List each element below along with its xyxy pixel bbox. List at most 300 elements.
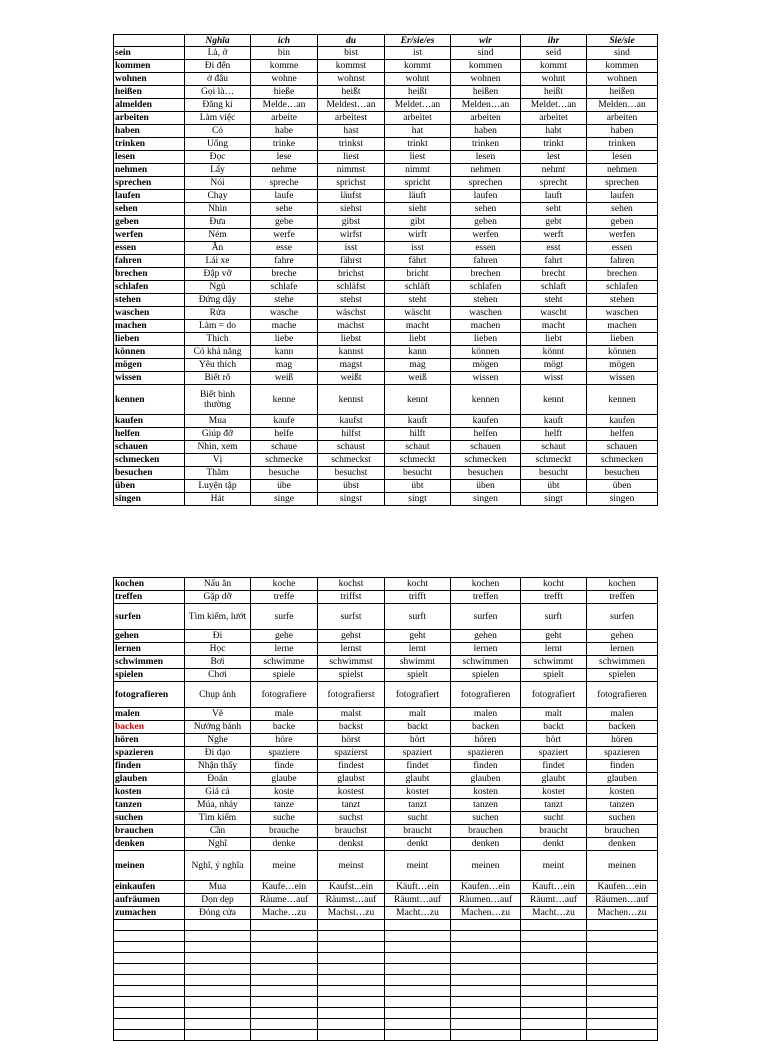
cell-verb: brauchen — [114, 825, 185, 838]
cell-er-sie-es: schaut — [385, 441, 451, 454]
empty-cell — [251, 942, 318, 953]
cell-er-sie-es: wäscht — [385, 307, 451, 320]
cell-meaning: Gọi là… — [185, 86, 251, 99]
empty-cell — [114, 1030, 185, 1041]
cell-ihr: sucht — [521, 812, 587, 825]
empty-cell — [451, 953, 521, 964]
cell-ihr: liebt — [521, 333, 587, 346]
empty-cell — [114, 953, 185, 964]
cell-verb: schwimmen — [114, 656, 185, 669]
cell-du: bist — [318, 47, 385, 60]
empty-cell — [451, 1008, 521, 1019]
empty-cell — [114, 1008, 185, 1019]
cell-wir: kochen — [451, 578, 521, 591]
cell-verb: singen — [114, 493, 185, 506]
cell-ich: bin — [251, 47, 318, 60]
empty-cell — [251, 931, 318, 942]
cell-ihr: gebt — [521, 216, 587, 229]
cell-du: Kaufst...ein — [318, 881, 385, 894]
table-row — [114, 359, 658, 372]
cell-sie: glauben — [587, 773, 658, 786]
empty-cell — [521, 931, 587, 942]
table-row — [114, 825, 658, 838]
cell-er-sie-es: kostet — [385, 786, 451, 799]
cell-meaning: Đi — [185, 630, 251, 643]
cell-ihr: Macht…zu — [521, 907, 587, 920]
cell-er-sie-es: kennt — [385, 385, 451, 415]
cell-ihr: kennt — [521, 385, 587, 415]
cell-wir: helfen — [451, 428, 521, 441]
table-row — [114, 229, 658, 242]
cell-verb: spielen — [114, 669, 185, 682]
empty-cell — [251, 997, 318, 1008]
cell-sie: wissen — [587, 372, 658, 385]
cell-er-sie-es: fährt — [385, 255, 451, 268]
cell-sie: finden — [587, 760, 658, 773]
cell-meaning: Mua — [185, 415, 251, 428]
empty-cell — [185, 1030, 251, 1041]
cell-wir: schlafen — [451, 281, 521, 294]
cell-wir: arbeiten — [451, 112, 521, 125]
cell-du: schaust — [318, 441, 385, 454]
empty-cell — [385, 953, 451, 964]
empty-cell — [251, 964, 318, 975]
cell-du: besuchst — [318, 467, 385, 480]
cell-wir: Kaufen…ein — [451, 881, 521, 894]
cell-du: kennst — [318, 385, 385, 415]
cell-verb: stehen — [114, 294, 185, 307]
cell-du: backst — [318, 721, 385, 734]
table-row — [114, 60, 658, 73]
cell-du: liest — [318, 151, 385, 164]
cell-wir: brechen — [451, 268, 521, 281]
cell-wir: werfen — [451, 229, 521, 242]
cell-verb: denken — [114, 838, 185, 851]
cell-ich: schwimme — [251, 656, 318, 669]
table-row — [114, 73, 658, 86]
empty-cell — [251, 986, 318, 997]
table-row — [114, 428, 658, 441]
cell-meaning: Thích — [185, 333, 251, 346]
cell-ich: finde — [251, 760, 318, 773]
empty-cell — [587, 920, 658, 931]
cell-ich: helfe — [251, 428, 318, 441]
cell-verb: hören — [114, 734, 185, 747]
cell-ich: koste — [251, 786, 318, 799]
table-row — [114, 881, 658, 894]
empty-cell — [251, 953, 318, 964]
empty-cell — [318, 986, 385, 997]
cell-er-sie-es: isst — [385, 242, 451, 255]
table-row — [114, 294, 658, 307]
cell-verb: waschen — [114, 307, 185, 320]
cell-meaning: Vị — [185, 454, 251, 467]
cell-sie: schauen — [587, 441, 658, 454]
empty-cell — [185, 1019, 251, 1030]
cell-wir: Machen…zu — [451, 907, 521, 920]
cell-ihr: habt — [521, 125, 587, 138]
empty-cell — [385, 931, 451, 942]
cell-ihr: schlaft — [521, 281, 587, 294]
cell-wir: sind — [451, 47, 521, 60]
cell-verb: haben — [114, 125, 185, 138]
cell-wir: backen — [451, 721, 521, 734]
empty-cell — [318, 997, 385, 1008]
cell-ich: höre — [251, 734, 318, 747]
cell-er-sie-es: schläft — [385, 281, 451, 294]
header-verb — [114, 35, 185, 47]
cell-ich: glaube — [251, 773, 318, 786]
cell-du: spazierst — [318, 747, 385, 760]
cell-wir: stehen — [451, 294, 521, 307]
cell-meaning: Đi dạo — [185, 747, 251, 760]
empty-cell — [318, 942, 385, 953]
cell-er-sie-es: kann — [385, 346, 451, 359]
cell-du: wäschst — [318, 307, 385, 320]
cell-meaning: Ném — [185, 229, 251, 242]
cell-meaning: Cần — [185, 825, 251, 838]
cell-ihr: nehmt — [521, 164, 587, 177]
empty-cell — [185, 931, 251, 942]
cell-ihr: steht — [521, 294, 587, 307]
table-row — [114, 578, 658, 591]
cell-ihr: schaut — [521, 441, 587, 454]
cell-du: schläfst — [318, 281, 385, 294]
cell-du: kochst — [318, 578, 385, 591]
empty-cell — [114, 1019, 185, 1030]
cell-sie: laufen — [587, 190, 658, 203]
cell-ihr: wohnt — [521, 73, 587, 86]
cell-verb: kaufen — [114, 415, 185, 428]
empty-cell — [521, 920, 587, 931]
empty-cell — [587, 997, 658, 1008]
cell-verb: fahren — [114, 255, 185, 268]
cell-ich: surfe — [251, 604, 318, 630]
table-row — [114, 415, 658, 428]
cell-meaning: Nói — [185, 177, 251, 190]
cell-wir: gehen — [451, 630, 521, 643]
cell-wir: kaufen — [451, 415, 521, 428]
empty-cell — [114, 964, 185, 975]
cell-sie: kochen — [587, 578, 658, 591]
cell-ihr: trefft — [521, 591, 587, 604]
cell-sie: suchen — [587, 812, 658, 825]
cell-ich: mache — [251, 320, 318, 333]
cell-du: surfst — [318, 604, 385, 630]
cell-ich: spreche — [251, 177, 318, 190]
cell-du: spielst — [318, 669, 385, 682]
cell-ihr: besucht — [521, 467, 587, 480]
cell-du: machst — [318, 320, 385, 333]
table-row — [114, 203, 658, 216]
table-row — [114, 177, 658, 190]
cell-meaning: Dọn dẹp — [185, 894, 251, 907]
cell-du: Machst…zu — [318, 907, 385, 920]
cell-verb: kosten — [114, 786, 185, 799]
cell-sie: Melden…an — [587, 99, 658, 112]
cell-verb: finden — [114, 760, 185, 773]
cell-sie: waschen — [587, 307, 658, 320]
cell-ihr: spielt — [521, 669, 587, 682]
empty-cell — [587, 953, 658, 964]
empty-row — [114, 997, 658, 1008]
cell-meaning: Đứng dậy — [185, 294, 251, 307]
empty-cell — [318, 953, 385, 964]
cell-ich: trinke — [251, 138, 318, 151]
cell-verb: gehen — [114, 630, 185, 643]
cell-verb: spazieren — [114, 747, 185, 760]
cell-wir: haben — [451, 125, 521, 138]
cell-er-sie-es: nimmt — [385, 164, 451, 177]
cell-er-sie-es: Käuft…ein — [385, 881, 451, 894]
table-row — [114, 493, 658, 506]
cell-sie: gehen — [587, 630, 658, 643]
empty-cell — [185, 975, 251, 986]
cell-ihr: kommt — [521, 60, 587, 73]
cell-verb: arbeiten — [114, 112, 185, 125]
table-row — [114, 786, 658, 799]
empty-cell — [521, 942, 587, 953]
cell-er-sie-es: hört — [385, 734, 451, 747]
cell-wir: Melden…an — [451, 99, 521, 112]
cell-wir: tanzen — [451, 799, 521, 812]
cell-sie: kaufen — [587, 415, 658, 428]
empty-cell — [521, 964, 587, 975]
empty-cell — [114, 920, 185, 931]
empty-cell — [185, 953, 251, 964]
cell-er-sie-es: trifft — [385, 591, 451, 604]
empty-cell — [451, 1019, 521, 1030]
cell-ihr: glaubt — [521, 773, 587, 786]
cell-er-sie-es: besucht — [385, 467, 451, 480]
empty-cell — [521, 1008, 587, 1019]
cell-er-sie-es: liest — [385, 151, 451, 164]
empty-cell — [114, 975, 185, 986]
cell-ihr: braucht — [521, 825, 587, 838]
cell-meaning: Lái xe — [185, 255, 251, 268]
cell-du: meinst — [318, 851, 385, 881]
empty-cell — [521, 997, 587, 1008]
cell-wir: können — [451, 346, 521, 359]
cell-verb: schmecken — [114, 454, 185, 467]
cell-du: schwimmst — [318, 656, 385, 669]
cell-verb: kommen — [114, 60, 185, 73]
cell-meaning: Yêu thích — [185, 359, 251, 372]
cell-er-sie-es: hat — [385, 125, 451, 138]
table-row — [114, 190, 658, 203]
empty-cell — [451, 931, 521, 942]
cell-wir: kennen — [451, 385, 521, 415]
cell-ich: Melde…an — [251, 99, 318, 112]
cell-wir: suchen — [451, 812, 521, 825]
cell-du: stehst — [318, 294, 385, 307]
empty-cell — [318, 975, 385, 986]
empty-cell — [587, 1030, 658, 1041]
cell-er-sie-es: spaziert — [385, 747, 451, 760]
cell-verb: meinen — [114, 851, 185, 881]
cell-ihr: Räumt…auf — [521, 894, 587, 907]
cell-verb: mögen — [114, 359, 185, 372]
cell-verb: lesen — [114, 151, 185, 164]
table-row — [114, 307, 658, 320]
cell-ihr: helft — [521, 428, 587, 441]
cell-wir: heißen — [451, 86, 521, 99]
cell-verb: lieben — [114, 333, 185, 346]
cell-ich: schaue — [251, 441, 318, 454]
cell-meaning: Tìm kiếm — [185, 812, 251, 825]
cell-ihr: malt — [521, 708, 587, 721]
cell-ich: denke — [251, 838, 318, 851]
cell-du: magst — [318, 359, 385, 372]
cell-verb: fotografieren — [114, 682, 185, 708]
cell-sie: sehen — [587, 203, 658, 216]
cell-wir: brauchen — [451, 825, 521, 838]
cell-meaning: Vẽ — [185, 708, 251, 721]
cell-du: heißt — [318, 86, 385, 99]
cell-ihr: schwimmt — [521, 656, 587, 669]
cell-meaning: Đọc — [185, 151, 251, 164]
cell-ihr: werft — [521, 229, 587, 242]
cell-du: fährst — [318, 255, 385, 268]
cell-du: schmeckst — [318, 454, 385, 467]
cell-wir: surfen — [451, 604, 521, 630]
empty-cell — [185, 942, 251, 953]
cell-er-sie-es: kocht — [385, 578, 451, 591]
empty-cell — [318, 1008, 385, 1019]
empty-cell — [451, 1030, 521, 1041]
cell-sie: schmecken — [587, 454, 658, 467]
table-row — [114, 112, 658, 125]
cell-sie: Kaufen…ein — [587, 881, 658, 894]
cell-meaning: Đi đến — [185, 60, 251, 73]
cell-du: triffst — [318, 591, 385, 604]
cell-er-sie-es: braucht — [385, 825, 451, 838]
cell-verb: glauben — [114, 773, 185, 786]
cell-sie: lesen — [587, 151, 658, 164]
empty-cell — [385, 986, 451, 997]
cell-du: brauchst — [318, 825, 385, 838]
cell-meaning: Uống — [185, 138, 251, 151]
cell-ich: Kaufe…ein — [251, 881, 318, 894]
cell-du: gibst — [318, 216, 385, 229]
empty-cell — [521, 953, 587, 964]
cell-verb: treffen — [114, 591, 185, 604]
cell-er-sie-es: steht — [385, 294, 451, 307]
cell-wir: besuchen — [451, 467, 521, 480]
cell-ihr: backt — [521, 721, 587, 734]
cell-sie: wohnen — [587, 73, 658, 86]
cell-sie: kosten — [587, 786, 658, 799]
empty-row — [114, 920, 658, 931]
cell-ich: breche — [251, 268, 318, 281]
empty-cell — [385, 1019, 451, 1030]
cell-meaning: Nghĩ, ý nghĩa — [185, 851, 251, 881]
cell-ich: brauche — [251, 825, 318, 838]
cell-wir: lesen — [451, 151, 521, 164]
cell-du: malst — [318, 708, 385, 721]
cell-ich: esse — [251, 242, 318, 255]
cell-meaning: Nhìn — [185, 203, 251, 216]
cell-wir: waschen — [451, 307, 521, 320]
cell-du: kostest — [318, 786, 385, 799]
cell-verb: schauen — [114, 441, 185, 454]
cell-er-sie-es: kommt — [385, 60, 451, 73]
empty-cell — [114, 931, 185, 942]
cell-meaning: Có — [185, 125, 251, 138]
cell-du: liebst — [318, 333, 385, 346]
cell-sie: surfen — [587, 604, 658, 630]
cell-meaning: Nấu ăn — [185, 578, 251, 591]
cell-verb: nehmen — [114, 164, 185, 177]
cell-wir: treffen — [451, 591, 521, 604]
cell-er-sie-es: geht — [385, 630, 451, 643]
empty-row — [114, 931, 658, 942]
cell-wir: schwimmen — [451, 656, 521, 669]
cell-sie: fahren — [587, 255, 658, 268]
cell-wir: essen — [451, 242, 521, 255]
empty-cell — [251, 1019, 318, 1030]
cell-ich: besuche — [251, 467, 318, 480]
cell-verb: essen — [114, 242, 185, 255]
cell-du: isst — [318, 242, 385, 255]
cell-ihr: seht — [521, 203, 587, 216]
cell-er-sie-es: Macht…zu — [385, 907, 451, 920]
table-row — [114, 773, 658, 786]
conjugation-table-2 — [113, 577, 658, 1041]
cell-ich: wasche — [251, 307, 318, 320]
cell-du: denkst — [318, 838, 385, 851]
cell-ihr: seid — [521, 47, 587, 60]
cell-wir: spazieren — [451, 747, 521, 760]
cell-wir: lernen — [451, 643, 521, 656]
cell-ihr: Kauft…ein — [521, 881, 587, 894]
table-2-body — [114, 578, 658, 1041]
header-sie: Sie/sie — [587, 35, 658, 47]
cell-ich: habe — [251, 125, 318, 138]
empty-cell — [587, 964, 658, 975]
cell-wir: meinen — [451, 851, 521, 881]
cell-ich: suche — [251, 812, 318, 825]
cell-ihr: wascht — [521, 307, 587, 320]
cell-du: findest — [318, 760, 385, 773]
cell-wir: machen — [451, 320, 521, 333]
table-row — [114, 630, 658, 643]
table-row — [114, 643, 658, 656]
cell-verb: wissen — [114, 372, 185, 385]
cell-verb: besuchen — [114, 467, 185, 480]
cell-du: lernst — [318, 643, 385, 656]
cell-er-sie-es: singt — [385, 493, 451, 506]
table-row — [114, 281, 658, 294]
cell-du: trinkst — [318, 138, 385, 151]
empty-cell — [251, 1030, 318, 1041]
cell-wir: malen — [451, 708, 521, 721]
cell-wir: geben — [451, 216, 521, 229]
cell-ihr: Meldet…an — [521, 99, 587, 112]
cell-ihr: kocht — [521, 578, 587, 591]
cell-verb: wohnen — [114, 73, 185, 86]
cell-ihr: schmeckt — [521, 454, 587, 467]
cell-sie: tanzen — [587, 799, 658, 812]
cell-ich: backe — [251, 721, 318, 734]
cell-verb: einkaufen — [114, 881, 185, 894]
cell-er-sie-es: schmeckt — [385, 454, 451, 467]
table-row — [114, 164, 658, 177]
cell-sie: helfen — [587, 428, 658, 441]
empty-cell — [521, 986, 587, 997]
table-row — [114, 812, 658, 825]
cell-er-sie-es: sucht — [385, 812, 451, 825]
